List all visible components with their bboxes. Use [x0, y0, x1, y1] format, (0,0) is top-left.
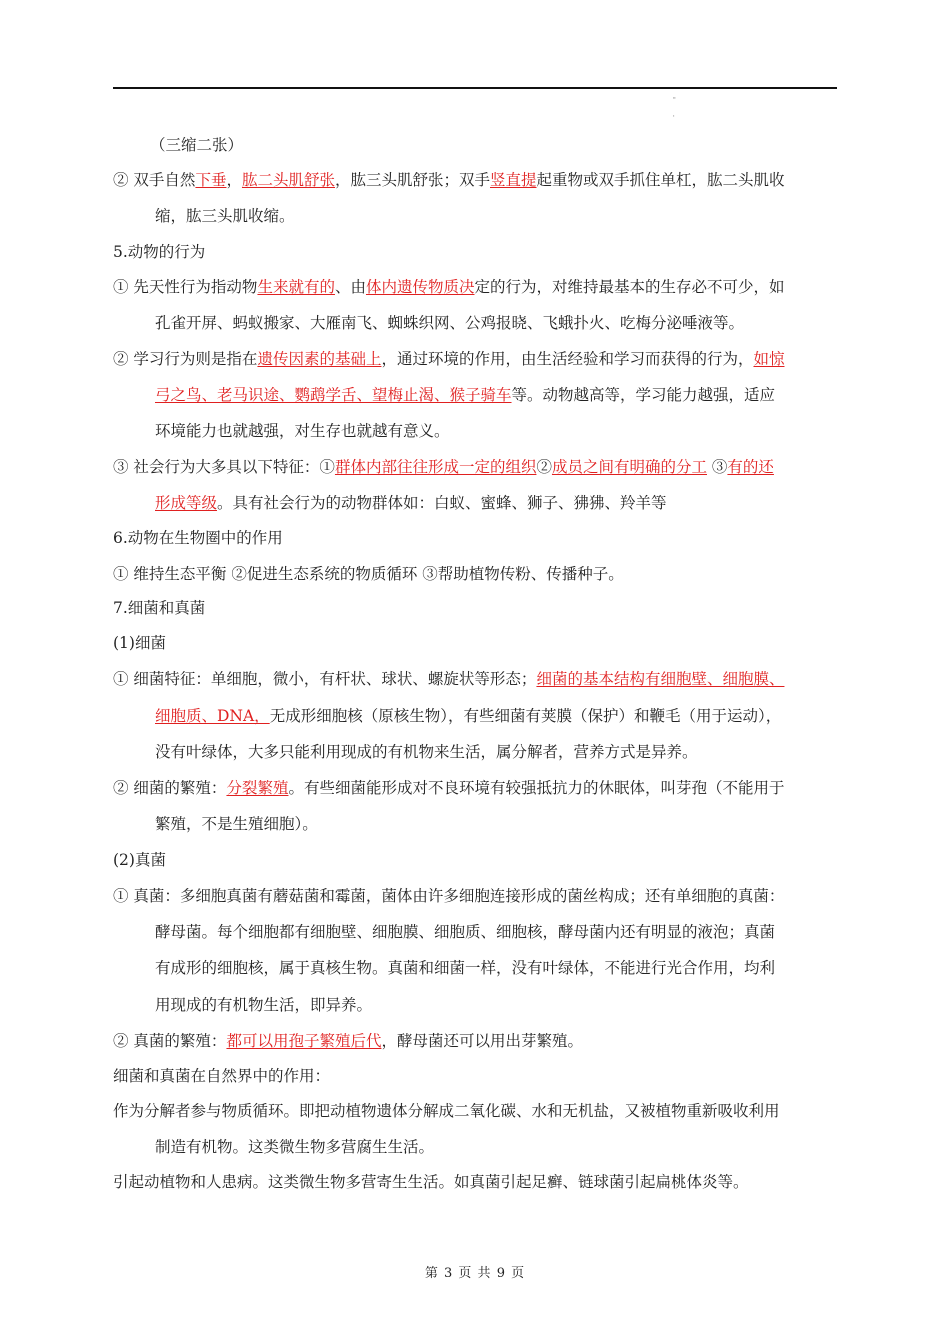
text-line: 孔雀开屏、蚂蚁搬家、大雁南飞、蜘蛛织网、公鸡报晓、飞蛾扑火、吃梅分泌唾液等。	[155, 314, 745, 332]
key-term: 体内遗传物质决	[365, 278, 475, 296]
text-line: 制造有机物。这类微生物多营腐生生活。	[155, 1138, 435, 1156]
header-rule	[113, 87, 837, 89]
text-line: 环境能力也就越强，对生存也就越有意义。	[155, 422, 450, 440]
sub-heading: (2)真菌	[113, 851, 166, 869]
key-term: 弓之鸟、老马识途、鹦鹉学舌、望梅止渴、猴子骑车	[155, 386, 512, 404]
header-mark: '	[673, 115, 675, 122]
text-line: ① 维持生态平衡 ②促进生态系统的物质循环 ③帮助植物传粉、传播种子。	[113, 565, 624, 583]
key-term: 竖直提	[490, 171, 537, 189]
text-line: ② 真菌的繁殖：都可以用孢子繁殖后代，酵母菌还可以用出芽繁殖。	[113, 1032, 583, 1050]
text-line: ② 学习行为则是指在遗传因素的基础上，通过环境的作用，由生活经验和学习而获得的行为，如惊	[113, 350, 785, 368]
text-line: ① 真菌：多细胞真菌有蘑菇菌和霉菌，菌体由许多细胞连接形成的菌丝构成；还有单细胞的真菌：	[113, 887, 785, 905]
section-heading: 5.动物的行为	[113, 243, 206, 261]
key-term: 成员之间有明确的分工	[551, 458, 707, 476]
text-line: 细菌和真菌在自然界中的作用：	[113, 1067, 331, 1085]
page-number: 第 3 页 共 9 页	[424, 1266, 526, 1281]
key-term: 肱二头肌舒张	[241, 171, 335, 189]
section-heading: 7.细菌和真菌	[113, 599, 206, 617]
key-term: 遗传因素的基础上	[257, 350, 382, 368]
text-line: ② 双手自然下垂，肱二头肌舒张，肱三头肌舒张；双手竖直提起重物或双手抓住单杠，肱二头肌收	[113, 171, 785, 189]
text-line: 引起动植物和人患病。这类微生物多营寄生生活。如真菌引起足癣、链球菌引起扁桃体炎等。	[113, 1173, 749, 1191]
text-line: 形成等级。具有社会行为的动物群体如：白蚁、蜜蜂、狮子、狒狒、羚羊等	[155, 494, 667, 512]
key-term: 分裂繁殖	[226, 779, 289, 797]
key-term: 形成等级	[155, 494, 218, 512]
text-line: 有成形的细胞核，属于真核生物。真菌和细菌一样，没有叶绿体，不能进行光合作用，均利	[155, 959, 776, 977]
key-term: 下垂	[195, 171, 227, 189]
key-term: 群体内部往往形成一定的组织	[334, 458, 537, 476]
text-line: ③ 社会行为大多具以下特征：①群体内部往往形成一定的组织②成员之间有明确的分工 ③有的还	[113, 458, 774, 476]
text-line: 繁殖，不是生殖细胞）。	[155, 815, 318, 833]
sub-heading: (1)细菌	[113, 634, 166, 652]
text-line: 作为分解者参与物质循环。即把动植物遗体分解成二氧化碳、水和无机盐，又被植物重新吸收利用	[113, 1102, 780, 1120]
header-mark: "	[673, 97, 676, 104]
text-line: ① 先天性行为指动物生来就有的、由体内遗传物质决定的行为，对维持最基本的生存必不可少，如	[113, 278, 785, 296]
text-line: 弓之鸟、老马识途、鹦鹉学舌、望梅止渴、猴子骑车等。动物越高等，学习能力越强，适应	[155, 386, 776, 404]
text-line: 细胞质、DNA，无成形细胞核（原核生物），有些细菌有荚膜（保护）和鞭毛（用于运动），	[155, 707, 782, 725]
text-line: （三缩二张）	[150, 136, 244, 154]
text-line: 没有叶绿体，大多只能利用现成的有机物来生活，属分解者，营养方式是异养。	[155, 743, 698, 761]
key-term: 有的还	[727, 458, 774, 476]
key-term: 如惊	[753, 350, 785, 368]
key-term: 细菌的基本结构有细胞壁、细胞膜、	[536, 670, 785, 688]
text-line: 缩，肱三头肌收缩。	[155, 207, 295, 225]
section-heading: 6.动物在生物圈中的作用	[113, 529, 283, 547]
key-term: 都可以用孢子繁殖后代	[226, 1032, 382, 1050]
key-term: 细胞质、DNA，	[155, 707, 270, 725]
text-line: ② 细菌的繁殖：分裂繁殖。有些细菌能形成对不良环境有较强抵抗力的休眠体，叫芽孢（不能用于	[113, 779, 785, 797]
text-line: ① 细菌特征：单细胞，微小，有杆状、球状、螺旋状等形态；细菌的基本结构有细胞壁、细胞膜、	[113, 670, 785, 688]
text-line: 用现成的有机物生活，即异养。	[155, 996, 373, 1014]
key-term: 生来就有的	[257, 278, 335, 296]
text-line: 酵母菌。每个细胞都有细胞壁、细胞膜、细胞质、细胞核，酵母菌内还有明显的液泡；真菌	[155, 923, 776, 941]
